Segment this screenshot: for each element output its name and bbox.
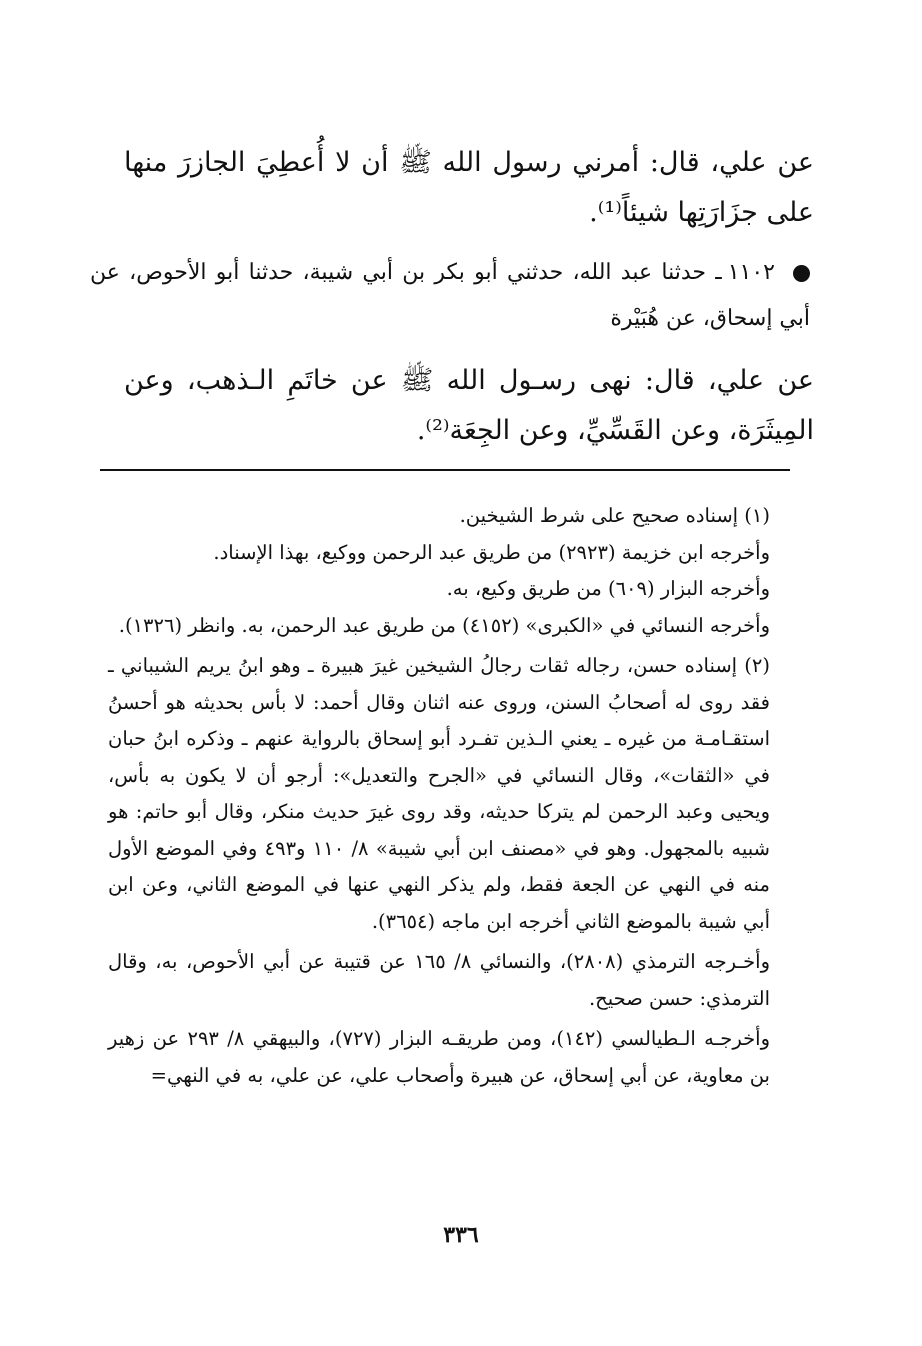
footnote-line: (١) إسناده صحيح على شرط الشيخين.: [459, 504, 770, 527]
footnote-paragraph: وأخـرجه الترمذي (٢٨٠٨)، والنسائي ٨/ ١٦٥ عن قتيبة عن أبي الأحوص، به، وقال الترمذي: حسن صحيح.: [108, 950, 771, 1010]
hadith-text-1101: عن علي، قال: أمرني رسول الله ﷺ أن لا أُعطِيَ الجازرَ منها على جزَارَتِها شيئاً⁽¹⁾.: [124, 147, 814, 228]
hadith-number: ١١٠٢: [727, 260, 775, 285]
footnote-separator: [100, 469, 790, 471]
page-number: ٣٣٦: [443, 1222, 479, 1248]
footnotes: [108, 498, 810, 1094]
footnote-line: وأخرجه ابن خزيمة (٢٩٢٣) من طريق عبد الرحمن ووكيع، بهذا الإسناد.: [213, 540, 770, 564]
hadith-text-1102: عن علي، قال: نهى رسـول الله ﷺ عن خاتَمِ الـذهب، وعن المِيثَرَة، وعن القَسِّيِّ، وعن الجِعَة⁽²⁾.: [124, 365, 814, 446]
isnad-text: ـ حدثنا عبد الله، حدثني أبو بكر بن أبي شيبة، حدثنا أبو الأحوص، عن أبي إسحاق، عن هُبَيْرة: [90, 260, 810, 331]
footnote-line: وأخرجه البزار (٦٠٩) من طريق وكيع، به.: [446, 577, 770, 600]
footnote-paragraph: (٢) إسناده حسن، رجاله ثقات رجالُ الشيخين غيرَ هبيرة ـ وهو ابنُ يريم الشيباني ـ فقد روى له أصحابُ السنن، وروى عنه اثنان وقال أحمد: لا بأس بحديثه هو أحسنُ استقـامـة من غيره ـ يعني الـذين تفـرد أبو إسحاق بالرواية عنهم ـ وذكره ابنُ حبان في «الثقات»، وقال النسائي في «الجرح والتعديل»: أرجو أن لا يكون به بأس، ويحيى وعبد الرحمن لم يتركا حديثه، وقد روى غيرَ حديث منكر، وقال أبو حاتم: هو شبيه بالمجهول. وهو في «مصنف ابن أبي شيبة» ٨/ ١١٠ و٤٩٣ وفي الموضع الأول منه في النهي عن الجعة فقط، ولم يذكر النهي عنها في الموضع الثاني، وعن ابن أبي شيبة بالموضع الثاني أخرجه ابن ماجه (٣٦٥٤).: [108, 654, 770, 933]
footnote-paragraph: وأخرجـه الـطيالسي (١٤٢)، ومن طريقـه البزار (٧٢٧)، والبيهقي ٨/ ٢٩٣ عن زهير بن معاوية، عن أبي إسحاق، عن هبيرة وأصحاب علي، عن علي، به في النهي=: [108, 1027, 770, 1087]
hadith-1102-isnad: [90, 250, 810, 342]
bullet-icon: [793, 265, 810, 282]
footnote-line: وأخرجه النسائي في «الكبرى» (٤١٥٢) من طريق عبد الرحمن، به. وانظر (١٣٢٦).: [118, 613, 770, 637]
